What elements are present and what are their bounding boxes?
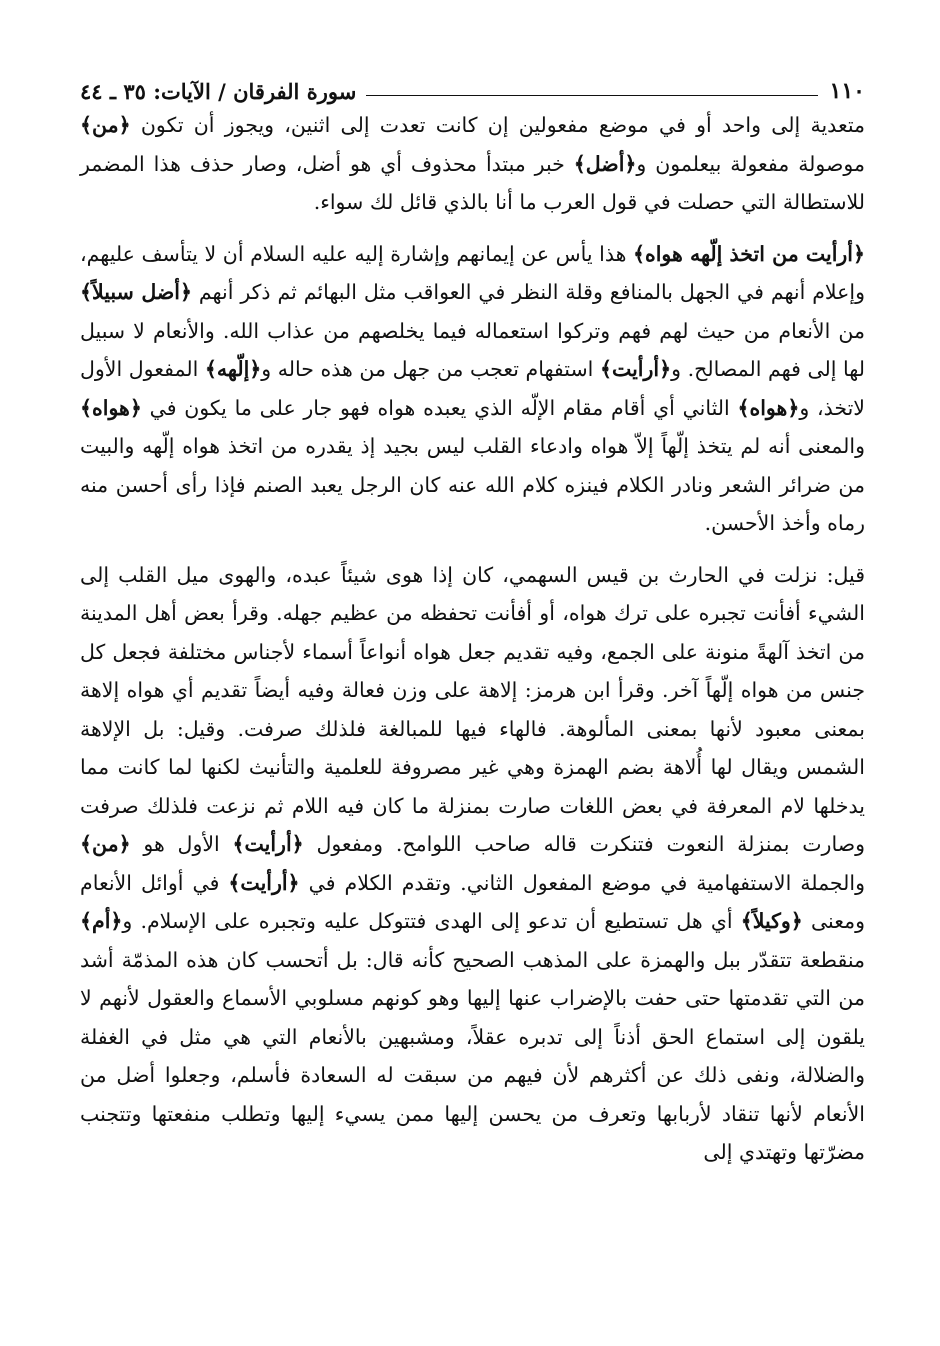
quoted-phrase: ﴿هواه﴾ <box>737 395 800 420</box>
quoted-phrase: ﴿أم﴾ <box>80 909 123 933</box>
text-run: في أوائل الأنعام ومعنى <box>80 870 865 933</box>
quoted-phrase: ﴿أرأيت من اتخذ إلّهه هواه﴾ <box>632 241 865 266</box>
page-number: ١١٠ <box>829 78 865 104</box>
text-run: متعدية إلى واحد أو في موضع مفعولين إن كانت تعدت إلى اثنين، ويجوز أن تكون <box>130 113 865 137</box>
text-run: والجملة الاستفهامية في موضع المفعول الثاني. وتقدم الكلام في <box>299 870 865 895</box>
quoted-phrase: ﴿هواه﴾ <box>80 395 142 420</box>
document-page <box>80 70 865 1172</box>
quoted-phrase: ﴿وكيلاً﴾ <box>740 909 803 933</box>
text-run: الأول هو <box>130 832 233 856</box>
header-rule <box>366 95 817 96</box>
text-run: من الأنعام من حيث لهم فهم وتركوا استعماله فيما يخلصهم من عذاب الله. والأنعام لا سبيل لها إلى فهم المصالح. و <box>80 318 866 381</box>
text-run: منقطعة تتقدّر ببل والهمزة على المذهب الصحيح كأنه قال: بل أتحسب كان هذه المذمّة أشد من التي تقدمتها حتى حفت بالإضراب عنها إليها وهو كونهم مسلوبي الأسماع والعقول لأنهم لا يلقون إلى استماع الحق أذناً إلى تدبره عقلاً، ومشبهين بالأنعام التي هي مثل في الغفلة والضلالة، ونفى ذلك عن أكثرهم لأن فيهم من سبقت له السعادة فأسلم، وجعلوا أضل من الأنعام لأنها تنقاد لأربابها وتعرف من يحسن إليها ممن يسيء إليها وتطلب منفعتها وتتجنب مضرّتها وتهتدي إلى <box>80 947 865 1164</box>
paragraph-1 <box>80 106 865 222</box>
text-run: قيل: نزلت في الحارث بن قيس السهمي، كان إذا هوى شيئاً عبده، والهوى ميل القلب إلى الشيء أفأنت تجبره على ترك هواه، أو أفأنت تحفظه من عظيم جهله. وقرأ بعض أهل المدينة من اتخذ آلهةً منونة على الجمع، وفيه تقديم جعل هواه أنواعاً أسماء لأجناس مختلفة فجعل كل جنس من هواه إلّهاً آخر. وقرأ ابن هرمز: إلاهة على وزن فعالة وفيه أيضاً تقديم أي هواه إلاهة بمعنى معبود لأنها بمعنى المألوهة. فالهاء فيها للمبالغة فلذلك صرفت. وقيل: بل الإلاهة الشمس ويقال لها أُلاهة بضم الهمزة وهي غير مصروفة للعلمية والتأنيث لكنها لما كانت مما يدخلها لام المعرفة في بعض اللغات صارت بمنزلة ما كان فيه اللام ثم نزعت فلذلك صرفت وصارت بمنزلة النعوت فتنكرت قاله صاحب اللوامح. ومفعول <box>80 562 866 856</box>
paragraph-2 <box>80 235 865 543</box>
running-title: سورة الفرقان / الآيات: ٣٥ ـ ٤٤ <box>80 79 357 104</box>
text-run: استفهام تعجب من جهل من هذه حاله و <box>261 357 600 381</box>
quoted-phrase: ﴿أضل سبيلاً﴾ <box>80 280 192 304</box>
text-run: الثاني أي أقام مقام الإلّه الذي يعبده هواه فهو جار على ما يكون في <box>141 395 738 420</box>
paragraph-3 <box>80 556 865 1172</box>
text-run: والمعنى أنه لم يتخذ إلّهاً إلاّ هواه وادعاء القلب ليس بجيد إذ يقدره من اتخذ هواه إلّهه والبيت من ضرائر الشعر ونادر الكلام فينزه كلام الله عنه كان الرجل يعبد الصنم فإذا رأى أحسن منه رماه وأخذ الأحسن. <box>80 434 865 535</box>
text-run: أي هل تستطيع أن تدعو إلى الهدى فتتوكل عليه وتجبره على الإسلام. و <box>122 909 741 933</box>
page-header <box>80 70 865 104</box>
quoted-phrase: ﴿من﴾ <box>80 113 131 137</box>
quoted-phrase: ﴿أرأيت﴾ <box>599 357 672 381</box>
quoted-phrase: ﴿أرأيت﴾ <box>232 832 304 856</box>
text-run: موصولة مفعولة بيعلمون و <box>636 151 865 176</box>
text-run: خبر مبتدأ محذوف أي هو أضل، وصار حذف هذا المضمر للاستطالة التي حصلت في قول العرب ما أنا بالذي قائل لك سواء. <box>80 151 865 214</box>
quoted-phrase: ﴿إلّهه﴾ <box>204 357 262 381</box>
text-run: المفعول الأول لاتخذ، و <box>80 357 865 420</box>
quoted-phrase: ﴿أضل﴾ <box>573 151 637 176</box>
quoted-phrase: ﴿من﴾ <box>80 832 131 856</box>
text-run: هذا يأس عن إيمانهم وإشارة إليه عليه السلام أن لا يتأسف عليهم، وإعلام أنهم في الجهل بالمنافع وقلة النظر في العواقب مثل البهائم ثم ذكر أنهم <box>80 241 865 304</box>
quoted-phrase: ﴿أرأيت﴾ <box>228 870 300 895</box>
